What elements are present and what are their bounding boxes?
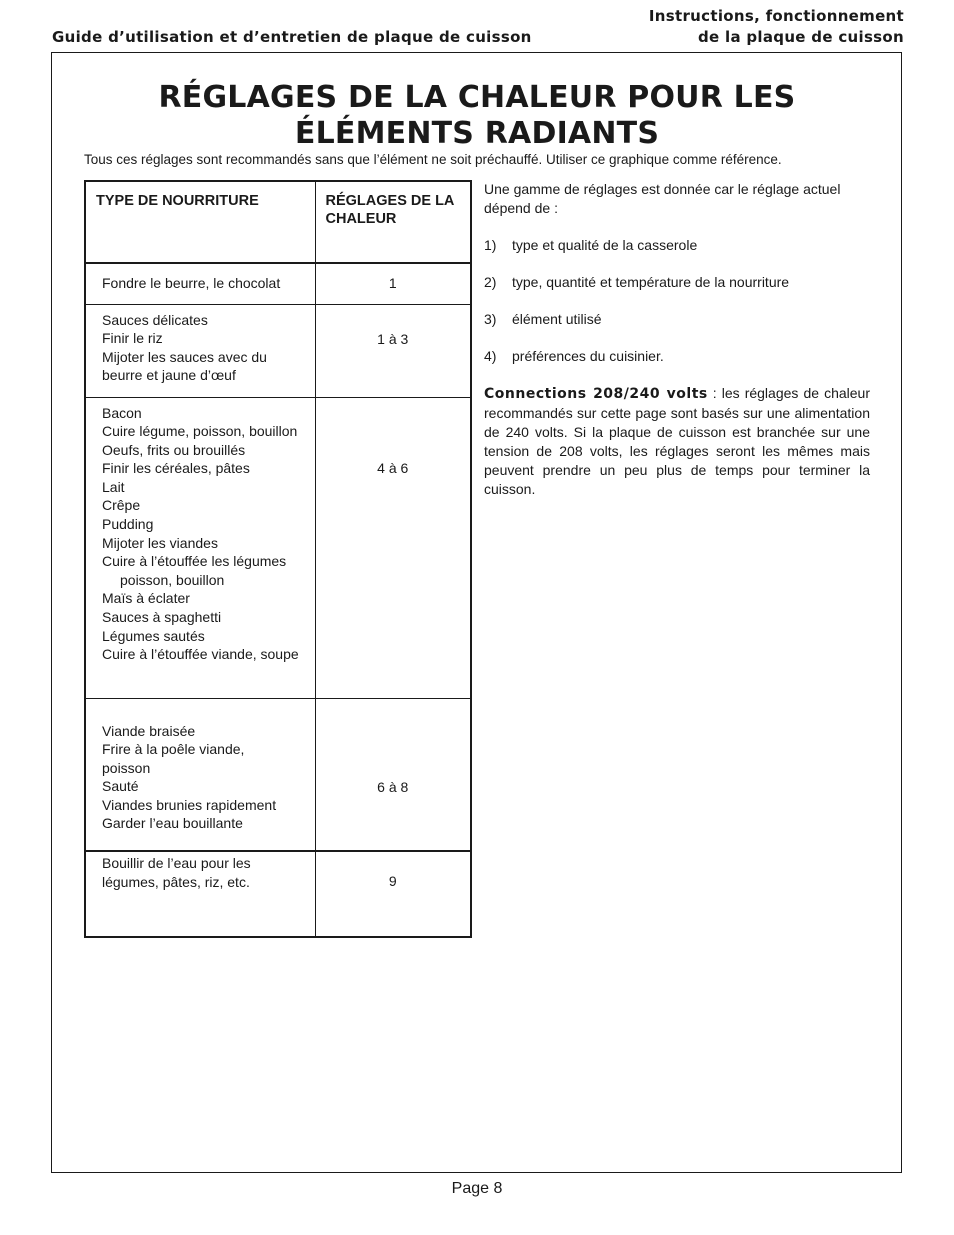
page-title xyxy=(52,80,902,152)
table-header-row xyxy=(85,181,471,263)
food-cell xyxy=(85,851,315,937)
food-cell xyxy=(85,304,315,397)
food-cell xyxy=(85,263,315,304)
food-item: Oeufs, frits ou brouillés xyxy=(102,441,246,458)
setting-cell: 6 à 8 xyxy=(315,698,471,851)
food-item: Cuire légume, poisson, bouillon xyxy=(102,423,298,440)
food-item: Mijoter les sauces avec du xyxy=(102,348,267,365)
voltage-note-text: : les réglages de chaleur recommandés sur cette page sont basés sur une alimentation de 240 volts. Si la plaque de cuisson est branchée sur une tension de 208 volts, les réglages seront les mêmes mais peuvent prendre un peu plus de temps pour terminer la cuisson. xyxy=(484,385,871,497)
food-item: Légumes sautés xyxy=(102,627,205,644)
factor-text: préférences du cuisinier. xyxy=(512,348,664,364)
heat-settings-table xyxy=(84,180,472,938)
notes-intro: Une gamme de réglages est donnée car le réglage actuel dépend de : xyxy=(484,181,841,216)
column-header-food: TYPE DE NOURRITURE xyxy=(85,181,315,263)
column-header-setting xyxy=(315,181,471,263)
factor-text: élément utilisé xyxy=(512,311,602,327)
food-cell xyxy=(85,397,315,698)
food-item: Lait xyxy=(102,478,125,495)
page-title-line2: ÉLÉMENTS RADIANTS xyxy=(294,116,660,151)
food-item: poisson, bouillon xyxy=(120,571,225,588)
food-item: Pudding xyxy=(102,516,154,533)
setting-cell: 9 xyxy=(315,851,471,937)
header-guide-title: Guide d’utilisation et d’entretien de plaque de cuisson xyxy=(52,28,532,46)
food-cell xyxy=(85,698,315,851)
factor-text: type, quantité et température de la nourriture xyxy=(512,274,790,290)
food-item: poisson xyxy=(102,759,151,776)
page-number: Page 8 xyxy=(451,1180,503,1197)
header-section-line2: de la plaque de cuisson xyxy=(697,28,904,46)
factor-item xyxy=(484,310,870,329)
food-item: Mijoter les viandes xyxy=(102,534,218,551)
food-item: Crêpe xyxy=(102,497,141,514)
food-item: Sauces délicates xyxy=(102,311,208,328)
factor-number: 3) xyxy=(484,311,497,327)
food-item: Sauces à spaghetti xyxy=(102,609,222,626)
setting-cell: 4 à 6 xyxy=(315,397,471,698)
factor-item xyxy=(484,273,870,292)
header-section-line1: Instructions, fonctionnement xyxy=(648,7,904,25)
food-item: Frire à la poêle viande, xyxy=(102,741,245,758)
factor-item xyxy=(484,236,870,255)
food-item: Viandes brunies rapidement xyxy=(102,796,277,813)
factor-number: 4) xyxy=(484,348,497,364)
voltage-note-label: Connections 208/240 volts xyxy=(484,386,708,402)
table-row xyxy=(85,263,471,304)
food-item: Bacon xyxy=(102,404,142,421)
setting-cell: 1 xyxy=(315,263,471,304)
intro-text: Tous ces réglages sont recommandés sans que l’élément ne soit préchauffé. Utiliser ce graphique comme référence. xyxy=(84,152,782,167)
food-item: Sauté xyxy=(102,778,139,795)
food-item: Cuire à l’étouffée viande, soupe xyxy=(102,646,299,663)
setting-cell: 1 à 3 xyxy=(315,304,471,397)
food-item: Garder l’eau bouillante xyxy=(102,815,243,832)
food-item: beurre et jaune d’œuf xyxy=(102,367,236,384)
page-title-line1: RÉGLAGES DE LA CHALEUR POUR LES xyxy=(158,80,796,115)
food-item: Bouillir de l’eau pour les xyxy=(102,855,251,871)
table-row xyxy=(85,698,471,851)
column-header-setting-line1: RÉGLAGES DE LA xyxy=(325,193,455,209)
factor-item xyxy=(484,347,870,366)
factor-text: type et qualité de la casserole xyxy=(512,237,698,253)
header-section-title xyxy=(649,6,904,48)
food-item: Cuire à l’étouffée les légumes xyxy=(102,553,287,570)
table-row xyxy=(85,304,471,397)
food-item: Finir le riz xyxy=(102,330,163,347)
table-row xyxy=(85,397,471,698)
notes-column xyxy=(484,180,870,499)
factor-number: 2) xyxy=(484,274,497,290)
food-item: Maïs à éclater xyxy=(102,590,190,607)
column-header-setting-line2: CHALEUR xyxy=(325,211,397,227)
table-row xyxy=(85,851,471,937)
food-item: Fondre le beurre, le chocolat xyxy=(102,275,281,292)
food-item: légumes, pâtes, riz, etc. xyxy=(102,873,250,890)
factor-number: 1) xyxy=(484,237,497,253)
food-item: Finir les céréales, pâtes xyxy=(102,460,250,477)
food-item: Viande braisée xyxy=(102,722,196,739)
voltage-note xyxy=(484,384,870,499)
